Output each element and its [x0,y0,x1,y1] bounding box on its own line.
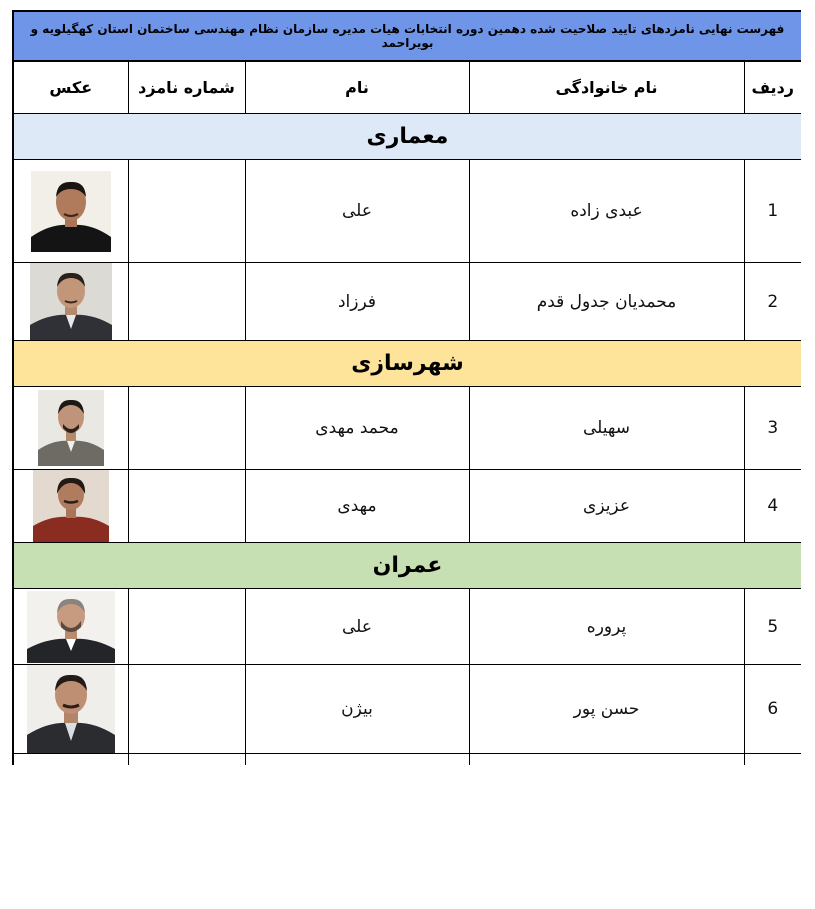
header-candidate-number: شماره نامزد [128,61,245,114]
candidate-number [128,665,245,754]
photo-cell [13,470,128,543]
photo-cell [13,263,128,341]
row-number: 3 [744,387,801,470]
row-number: 2 [744,263,801,341]
candidate-number [128,160,245,263]
photo-cell [13,160,128,263]
photo-cell [13,589,128,665]
candidate-list-sheet [12,10,801,765]
family-name: پروره [469,589,744,665]
section-urban-planning [13,341,801,387]
row-number: 1 [744,160,801,263]
candidate-photo [30,263,112,340]
portrait-icon [27,665,115,753]
family-name: سهیلی [469,387,744,470]
candidate-photo [38,390,104,466]
portrait-icon [33,470,109,542]
photo-cell [13,387,128,470]
section-title-civil: عمران [13,543,801,589]
table-row [13,160,801,263]
header-row [13,61,801,114]
family-name: عزیزی [469,470,744,543]
first-name: علی [245,589,469,665]
candidate-photo [31,171,111,252]
row-number: 5 [744,589,801,665]
header-photo: عکس [13,61,128,114]
family-name: عبدی زاده [469,160,744,263]
first-name: بیژن [245,665,469,754]
header-first-name: نام [245,61,469,114]
candidate-photo [27,665,115,753]
first-name: فرزاد [245,263,469,341]
first-name: مهدی [245,470,469,543]
table-row [13,665,801,754]
header-family-name: نام خانوادگی [469,61,744,114]
section-civil [13,543,801,589]
list-title: فهرست نهایی نامزدهای تایید صلاحیت شده دهمین دوره انتخابات هیات مدیره سازمان نظام مهندسی ساختمان استان کهگیلویه و بویراحمد [13,11,801,61]
row-number: 4 [744,470,801,543]
row-number: 6 [744,665,801,754]
photo-cell [13,665,128,754]
candidate-photo [27,591,115,663]
family-name: حسن پور [469,665,744,754]
section-title-architecture: معماری [13,114,801,160]
portrait-icon [38,390,104,466]
candidate-table [12,10,801,765]
table-row [13,589,801,665]
candidate-number [128,589,245,665]
portrait-icon [31,171,111,252]
first-name: محمد مهدی [245,387,469,470]
portrait-icon [30,263,112,340]
portrait-icon [27,591,115,663]
title-row [13,11,801,61]
candidate-photo [33,470,109,542]
section-architecture [13,114,801,160]
table-row [13,470,801,543]
table-row-partial [13,754,801,766]
candidate-number [128,470,245,543]
section-title-urban-planning: شهرسازی [13,341,801,387]
table-row [13,387,801,470]
header-row-number: ردیف [744,61,801,114]
candidate-number [128,387,245,470]
table-row [13,263,801,341]
family-name: محمدیان جدول قدم [469,263,744,341]
candidate-number [128,263,245,341]
first-name: علی [245,160,469,263]
